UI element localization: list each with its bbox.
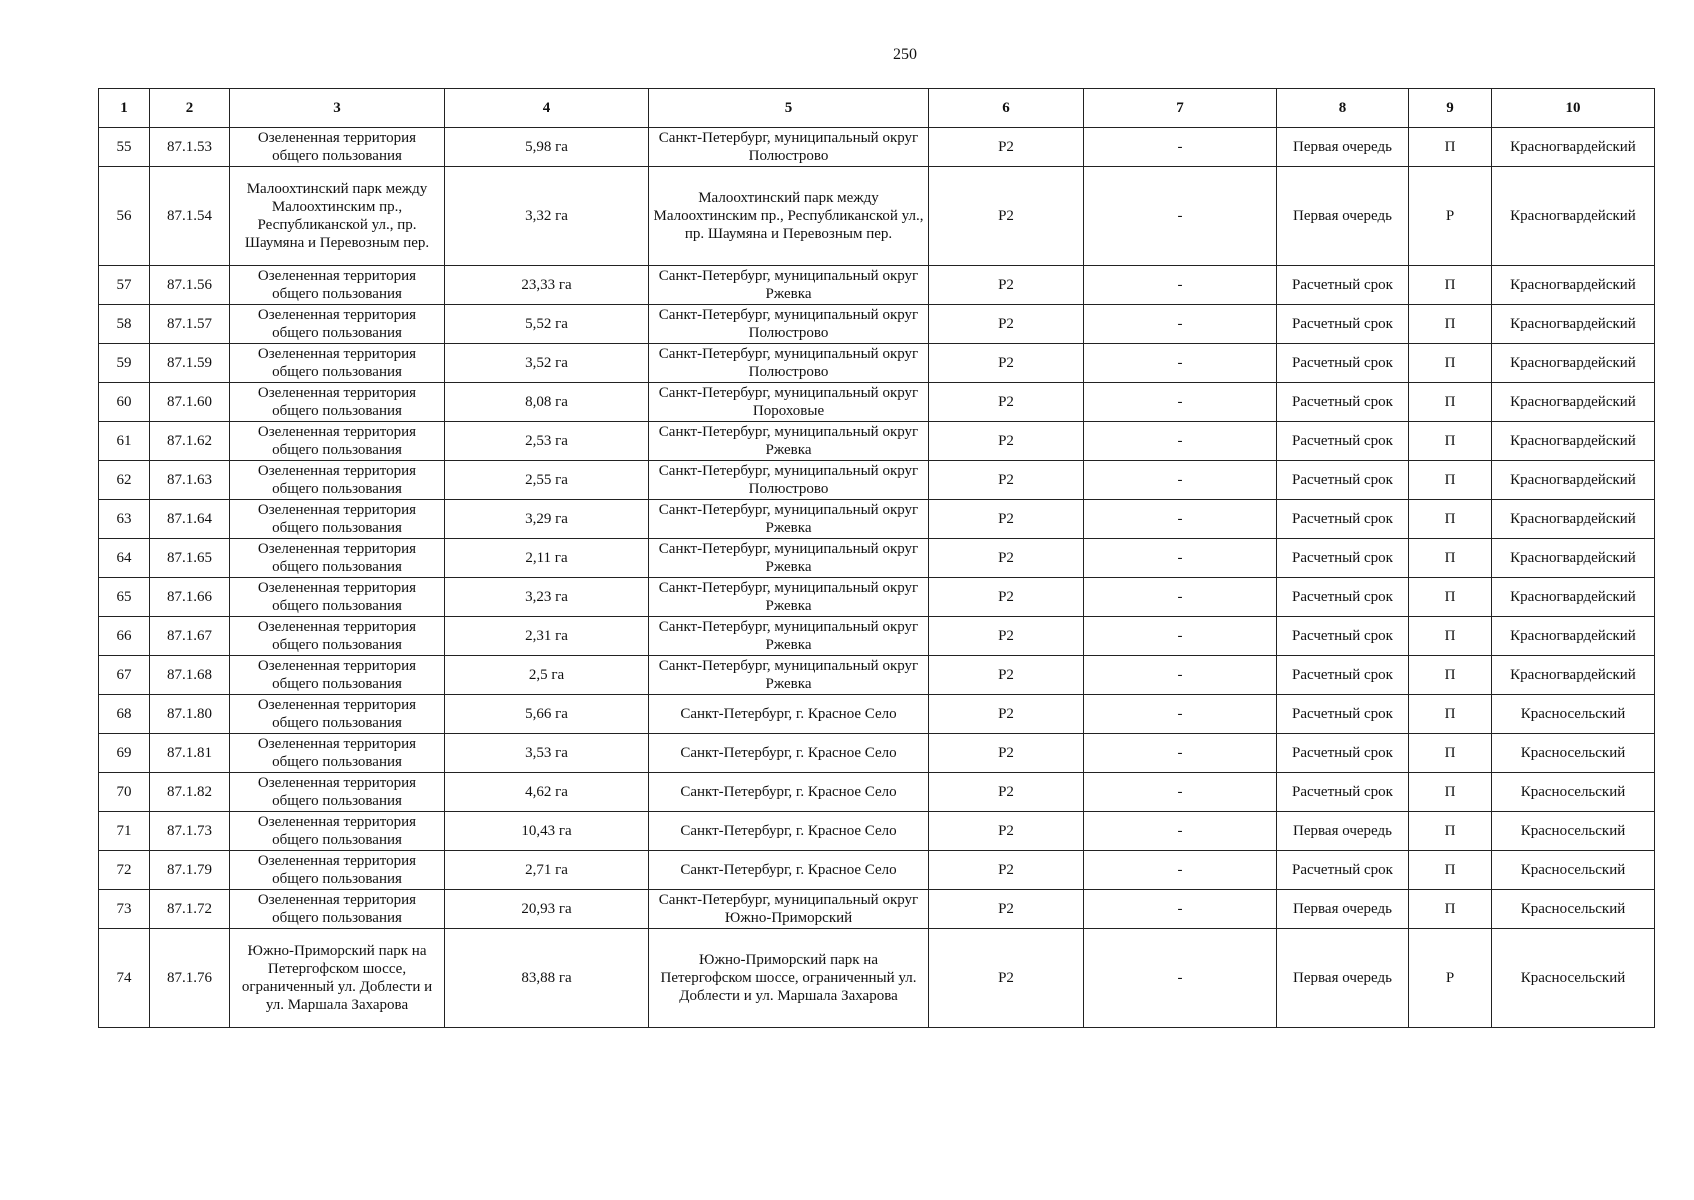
area-cell: 3,29 га	[445, 500, 649, 539]
table-row	[99, 461, 1655, 500]
zone-cell: Р2	[929, 344, 1084, 383]
row-number-cell: 57	[99, 266, 150, 305]
district-cell: Красногвардейский	[1492, 344, 1655, 383]
code-cell: 87.1.68	[150, 656, 230, 695]
zone-cell: Р2	[929, 851, 1084, 890]
status-cell: П	[1409, 383, 1492, 422]
table-row	[99, 422, 1655, 461]
header-cell: 3	[230, 89, 445, 128]
location-cell: Санкт-Петербург, г. Красное Село	[649, 851, 929, 890]
row-number-cell: 64	[99, 539, 150, 578]
table-row	[99, 500, 1655, 539]
zone-cell: Р2	[929, 695, 1084, 734]
name-cell: Озелененная территория общего пользования	[230, 695, 445, 734]
row-number-cell: 68	[99, 695, 150, 734]
location-cell: Санкт-Петербург, муниципальный округ Ржевка	[649, 500, 929, 539]
name-cell: Озелененная территория общего пользования	[230, 578, 445, 617]
status-cell: П	[1409, 773, 1492, 812]
area-cell: 10,43 га	[445, 812, 649, 851]
district-cell: Красногвардейский	[1492, 305, 1655, 344]
table-row	[99, 851, 1655, 890]
table-row	[99, 890, 1655, 929]
col7-cell: -	[1084, 167, 1277, 266]
table-row	[99, 617, 1655, 656]
district-cell: Красногвардейский	[1492, 383, 1655, 422]
district-cell: Красногвардейский	[1492, 422, 1655, 461]
stage-cell: Расчетный срок	[1277, 578, 1409, 617]
stage-cell: Расчетный срок	[1277, 422, 1409, 461]
name-cell: Малоохтинский парк между Малоохтинским пр., Республиканской ул., пр. Шаумяна и Перевозным пер.	[230, 167, 445, 266]
page-number: 250	[893, 46, 917, 63]
code-cell: 87.1.54	[150, 167, 230, 266]
row-number-cell: 67	[99, 656, 150, 695]
name-cell: Озелененная территория общего пользования	[230, 461, 445, 500]
row-number-cell: 70	[99, 773, 150, 812]
name-cell: Озелененная территория общего пользования	[230, 500, 445, 539]
col7-cell: -	[1084, 461, 1277, 500]
location-cell: Санкт-Петербург, муниципальный округ Полюстрово	[649, 128, 929, 167]
district-cell: Красносельский	[1492, 851, 1655, 890]
table-row	[99, 695, 1655, 734]
table-row	[99, 773, 1655, 812]
location-cell: Санкт-Петербург, г. Красное Село	[649, 734, 929, 773]
col7-cell: -	[1084, 851, 1277, 890]
status-cell: П	[1409, 539, 1492, 578]
name-cell: Озелененная территория общего пользования	[230, 890, 445, 929]
header-cell: 9	[1409, 89, 1492, 128]
zone-cell: Р2	[929, 461, 1084, 500]
stage-cell: Первая очередь	[1277, 128, 1409, 167]
district-cell: Красногвардейский	[1492, 656, 1655, 695]
stage-cell: Расчетный срок	[1277, 851, 1409, 890]
location-cell: Санкт-Петербург, муниципальный округ Ржевка	[649, 266, 929, 305]
area-cell: 20,93 га	[445, 890, 649, 929]
col7-cell: -	[1084, 734, 1277, 773]
header-cell: 4	[445, 89, 649, 128]
table-row	[99, 266, 1655, 305]
status-cell: П	[1409, 461, 1492, 500]
district-cell: Красногвардейский	[1492, 617, 1655, 656]
location-cell: Санкт-Петербург, муниципальный округ Ржевка	[649, 539, 929, 578]
name-cell: Озелененная территория общего пользования	[230, 539, 445, 578]
area-cell: 4,62 га	[445, 773, 649, 812]
col7-cell: -	[1084, 929, 1277, 1028]
col7-cell: -	[1084, 539, 1277, 578]
zone-cell: Р2	[929, 128, 1084, 167]
status-cell: П	[1409, 890, 1492, 929]
code-cell: 87.1.73	[150, 812, 230, 851]
code-cell: 87.1.76	[150, 929, 230, 1028]
stage-cell: Первая очередь	[1277, 890, 1409, 929]
name-cell: Озелененная территория общего пользования	[230, 128, 445, 167]
status-cell: Р	[1409, 929, 1492, 1028]
zone-cell: Р2	[929, 773, 1084, 812]
name-cell: Озелененная территория общего пользования	[230, 383, 445, 422]
stage-cell: Расчетный срок	[1277, 461, 1409, 500]
zone-cell: Р2	[929, 539, 1084, 578]
stage-cell: Расчетный срок	[1277, 266, 1409, 305]
col7-cell: -	[1084, 578, 1277, 617]
area-cell: 2,71 га	[445, 851, 649, 890]
stage-cell: Расчетный срок	[1277, 695, 1409, 734]
code-cell: 87.1.62	[150, 422, 230, 461]
status-cell: П	[1409, 734, 1492, 773]
location-cell: Санкт-Петербург, муниципальный округ Пороховые	[649, 383, 929, 422]
district-cell: Красногвардейский	[1492, 578, 1655, 617]
area-cell: 3,23 га	[445, 578, 649, 617]
area-cell: 2,5 га	[445, 656, 649, 695]
status-cell: П	[1409, 344, 1492, 383]
col7-cell: -	[1084, 812, 1277, 851]
location-cell: Санкт-Петербург, муниципальный округ Полюстрово	[649, 305, 929, 344]
district-cell: Красносельский	[1492, 773, 1655, 812]
location-cell: Санкт-Петербург, муниципальный округ Южно-Приморский	[649, 890, 929, 929]
location-cell: Санкт-Петербург, г. Красное Село	[649, 773, 929, 812]
table-row	[99, 167, 1655, 266]
table-row	[99, 128, 1655, 167]
row-number-cell: 58	[99, 305, 150, 344]
code-cell: 87.1.64	[150, 500, 230, 539]
code-cell: 87.1.57	[150, 305, 230, 344]
location-cell: Южно-Приморский парк на Петергофском шоссе, ограниченный ул. Доблести и ул. Маршала Захарова	[649, 929, 929, 1028]
location-cell: Санкт-Петербург, г. Красное Село	[649, 812, 929, 851]
name-cell: Озелененная территория общего пользования	[230, 266, 445, 305]
area-cell: 2,31 га	[445, 617, 649, 656]
area-cell: 5,98 га	[445, 128, 649, 167]
col7-cell: -	[1084, 695, 1277, 734]
stage-cell: Расчетный срок	[1277, 383, 1409, 422]
district-cell: Красносельский	[1492, 929, 1655, 1028]
name-cell: Озелененная территория общего пользования	[230, 851, 445, 890]
table-body	[99, 128, 1655, 1028]
row-number-cell: 73	[99, 890, 150, 929]
district-cell: Красносельский	[1492, 812, 1655, 851]
stage-cell: Первая очередь	[1277, 812, 1409, 851]
header-row	[99, 89, 1655, 128]
area-cell: 2,53 га	[445, 422, 649, 461]
row-number-cell: 61	[99, 422, 150, 461]
col7-cell: -	[1084, 890, 1277, 929]
code-cell: 87.1.72	[150, 890, 230, 929]
zone-cell: Р2	[929, 266, 1084, 305]
row-number-cell: 59	[99, 344, 150, 383]
table-row	[99, 578, 1655, 617]
code-cell: 87.1.80	[150, 695, 230, 734]
header-cell: 7	[1084, 89, 1277, 128]
col7-cell: -	[1084, 266, 1277, 305]
table-row	[99, 383, 1655, 422]
header-cell: 6	[929, 89, 1084, 128]
code-cell: 87.1.53	[150, 128, 230, 167]
col7-cell: -	[1084, 500, 1277, 539]
table-row	[99, 656, 1655, 695]
code-cell: 87.1.66	[150, 578, 230, 617]
table-row	[99, 734, 1655, 773]
stage-cell: Расчетный срок	[1277, 500, 1409, 539]
table-row	[99, 305, 1655, 344]
row-number-cell: 74	[99, 929, 150, 1028]
status-cell: П	[1409, 656, 1492, 695]
table-row	[99, 539, 1655, 578]
status-cell: Р	[1409, 167, 1492, 266]
header-cell: 2	[150, 89, 230, 128]
name-cell: Южно-Приморский парк на Петергофском шоссе, ограниченный ул. Доблести и ул. Маршала Захарова	[230, 929, 445, 1028]
name-cell: Озелененная территория общего пользования	[230, 656, 445, 695]
row-number-cell: 56	[99, 167, 150, 266]
location-cell: Санкт-Петербург, муниципальный округ Ржевка	[649, 656, 929, 695]
area-cell: 3,53 га	[445, 734, 649, 773]
location-cell: Санкт-Петербург, г. Красное Село	[649, 695, 929, 734]
code-cell: 87.1.56	[150, 266, 230, 305]
table-row	[99, 344, 1655, 383]
col7-cell: -	[1084, 617, 1277, 656]
row-number-cell: 55	[99, 128, 150, 167]
area-cell: 3,32 га	[445, 167, 649, 266]
status-cell: П	[1409, 266, 1492, 305]
location-cell: Санкт-Петербург, муниципальный округ Полюстрово	[649, 344, 929, 383]
zone-cell: Р2	[929, 383, 1084, 422]
area-cell: 3,52 га	[445, 344, 649, 383]
district-cell: Красносельский	[1492, 695, 1655, 734]
stage-cell: Расчетный срок	[1277, 734, 1409, 773]
stage-cell: Первая очередь	[1277, 929, 1409, 1028]
status-cell: П	[1409, 422, 1492, 461]
area-cell: 23,33 га	[445, 266, 649, 305]
name-cell: Озелененная территория общего пользования	[230, 422, 445, 461]
area-cell: 2,11 га	[445, 539, 649, 578]
status-cell: П	[1409, 617, 1492, 656]
location-cell: Санкт-Петербург, муниципальный округ Ржевка	[649, 578, 929, 617]
zone-cell: Р2	[929, 656, 1084, 695]
code-cell: 87.1.59	[150, 344, 230, 383]
district-cell: Красногвардейский	[1492, 266, 1655, 305]
zone-cell: Р2	[929, 305, 1084, 344]
area-cell: 83,88 га	[445, 929, 649, 1028]
header-cell: 10	[1492, 89, 1655, 128]
data-table	[98, 88, 1655, 1028]
district-cell: Красногвардейский	[1492, 167, 1655, 266]
status-cell: П	[1409, 695, 1492, 734]
status-cell: П	[1409, 500, 1492, 539]
zone-cell: Р2	[929, 617, 1084, 656]
stage-cell: Расчетный срок	[1277, 773, 1409, 812]
code-cell: 87.1.82	[150, 773, 230, 812]
district-cell: Красногвардейский	[1492, 128, 1655, 167]
col7-cell: -	[1084, 383, 1277, 422]
name-cell: Озелененная территория общего пользования	[230, 773, 445, 812]
stage-cell: Расчетный срок	[1277, 344, 1409, 383]
zone-cell: Р2	[929, 422, 1084, 461]
name-cell: Озелененная территория общего пользования	[230, 305, 445, 344]
zone-cell: Р2	[929, 500, 1084, 539]
header-cell: 1	[99, 89, 150, 128]
status-cell: П	[1409, 851, 1492, 890]
stage-cell: Первая очередь	[1277, 167, 1409, 266]
area-cell: 2,55 га	[445, 461, 649, 500]
col7-cell: -	[1084, 422, 1277, 461]
code-cell: 87.1.65	[150, 539, 230, 578]
district-cell: Красногвардейский	[1492, 461, 1655, 500]
col7-cell: -	[1084, 128, 1277, 167]
row-number-cell: 63	[99, 500, 150, 539]
zone-cell: Р2	[929, 929, 1084, 1028]
status-cell: П	[1409, 812, 1492, 851]
header-cell: 5	[649, 89, 929, 128]
status-cell: П	[1409, 578, 1492, 617]
table-row	[99, 929, 1655, 1028]
district-cell: Красносельский	[1492, 890, 1655, 929]
row-number-cell: 71	[99, 812, 150, 851]
zone-cell: Р2	[929, 890, 1084, 929]
row-number-cell: 62	[99, 461, 150, 500]
area-cell: 5,66 га	[445, 695, 649, 734]
status-cell: П	[1409, 128, 1492, 167]
name-cell: Озелененная территория общего пользования	[230, 617, 445, 656]
row-number-cell: 65	[99, 578, 150, 617]
row-number-cell: 60	[99, 383, 150, 422]
zone-cell: Р2	[929, 167, 1084, 266]
col7-cell: -	[1084, 656, 1277, 695]
row-number-cell: 69	[99, 734, 150, 773]
stage-cell: Расчетный срок	[1277, 656, 1409, 695]
location-cell: Санкт-Петербург, муниципальный округ Ржевка	[649, 617, 929, 656]
location-cell: Малоохтинский парк между Малоохтинским пр., Республиканской ул., пр. Шаумяна и Перевозным пер.	[649, 167, 929, 266]
district-cell: Красногвардейский	[1492, 500, 1655, 539]
header-cell: 8	[1277, 89, 1409, 128]
stage-cell: Расчетный срок	[1277, 539, 1409, 578]
name-cell: Озелененная территория общего пользования	[230, 812, 445, 851]
area-cell: 8,08 га	[445, 383, 649, 422]
col7-cell: -	[1084, 773, 1277, 812]
col7-cell: -	[1084, 305, 1277, 344]
stage-cell: Расчетный срок	[1277, 305, 1409, 344]
zone-cell: Р2	[929, 734, 1084, 773]
status-cell: П	[1409, 305, 1492, 344]
name-cell: Озелененная территория общего пользования	[230, 344, 445, 383]
name-cell: Озелененная территория общего пользования	[230, 734, 445, 773]
code-cell: 87.1.60	[150, 383, 230, 422]
row-number-cell: 66	[99, 617, 150, 656]
location-cell: Санкт-Петербург, муниципальный округ Ржевка	[649, 422, 929, 461]
code-cell: 87.1.81	[150, 734, 230, 773]
zone-cell: Р2	[929, 812, 1084, 851]
code-cell: 87.1.67	[150, 617, 230, 656]
area-cell: 5,52 га	[445, 305, 649, 344]
zone-cell: Р2	[929, 578, 1084, 617]
location-cell: Санкт-Петербург, муниципальный округ Полюстрово	[649, 461, 929, 500]
table-row	[99, 812, 1655, 851]
code-cell: 87.1.63	[150, 461, 230, 500]
code-cell: 87.1.79	[150, 851, 230, 890]
stage-cell: Расчетный срок	[1277, 617, 1409, 656]
col7-cell: -	[1084, 344, 1277, 383]
row-number-cell: 72	[99, 851, 150, 890]
district-cell: Красногвардейский	[1492, 539, 1655, 578]
district-cell: Красносельский	[1492, 734, 1655, 773]
